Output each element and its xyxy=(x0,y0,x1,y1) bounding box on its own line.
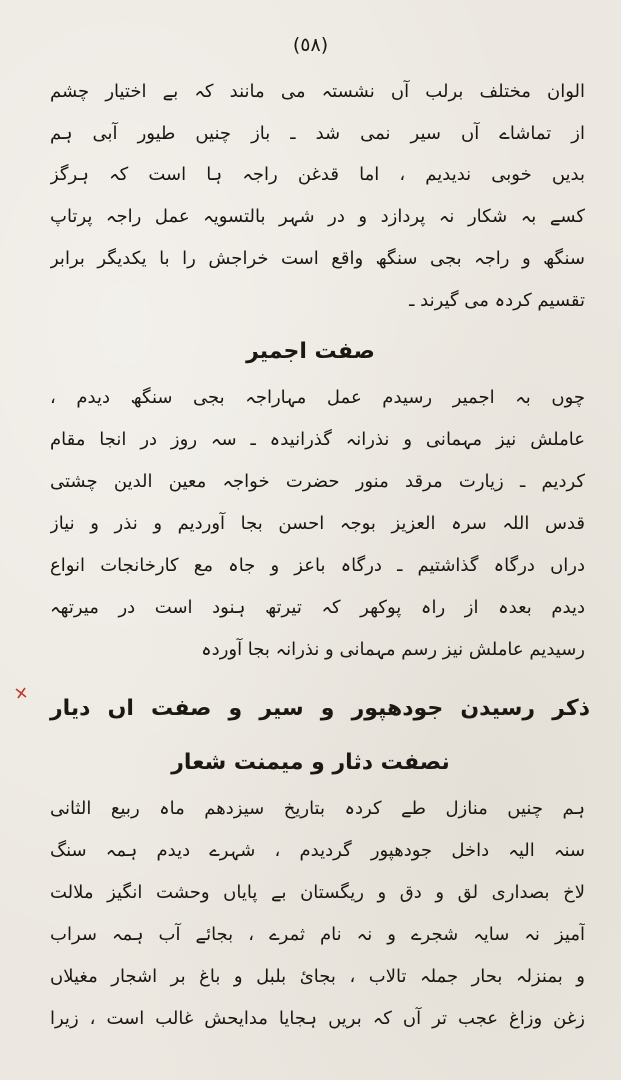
text-line: سنگھ و راجہ بجی سنگھ واقع است خراجش را با یکدیگر برابر xyxy=(50,248,585,269)
text-line: سنہ الیہ داخل جودھپور گردیدم ، شہرے دیدم ہمہ سنگ xyxy=(50,840,585,861)
text-line: از تماشاے آں سیر نمی شد ـ باز چنیں طیور آبی ہم xyxy=(50,123,585,144)
text-line: عاملش نیز مہمانی و نذرانہ گذرانیدہ ـ سہ روز در انجا مقام xyxy=(50,429,585,450)
text-line: دراں درگاہ گذاشتیم ـ درگاہ باعز و جاہ مع کارخانجات انواع xyxy=(50,555,585,576)
text-line: قدس اللہ سرہ العزیز بوجہ احسن بجا آوردیم و نذر و نیاز xyxy=(50,513,585,534)
text-line: زغن وزاغ عجب تر آں کہ بریں ہجایا مدایحش غالب است ، زیرا xyxy=(50,1008,585,1029)
text-line: کردیم ـ زیارت مرقد منور حضرت خواجہ معین الدین چشتی xyxy=(50,471,585,492)
text-line: ہم چنیں منازل طے کردہ بتاریخ سیزدھم ماہ ربیع الثانی xyxy=(50,798,585,819)
text-line: چوں بہ اجمیر رسیدم عمل مہاراجہ بجی سنگھ دیدم ، xyxy=(50,387,585,408)
text-line: تقسیم کردہ می گیرند ـ xyxy=(409,290,585,311)
text-line: رسیدیم عاملش نیز رسم مہمانی و نذرانہ بجا آوردہ xyxy=(201,639,585,660)
section-heading-ajmer: صفت اجمیر xyxy=(246,339,375,364)
text-line: دیدم بعدہ از راہ پوکھر کہ تیرتھ ہنود است در میرتھہ xyxy=(50,597,585,618)
margin-cross-mark xyxy=(14,686,28,700)
text-line: بدیں خوبی ندیدیم ، اما قدغن راجہ ہا است کہ ہرگز xyxy=(50,164,585,185)
text-line: کسے بہ شکار نہ پردازد و در شہر بالتسویہ عمل راجہ پرتاپ xyxy=(50,206,585,227)
text-line: آمیز نہ سایہ شجرے و نہ نام ثمرے ، بجائے آب ہمہ سراب xyxy=(50,924,585,945)
section-heading-jodhpur: ذکر رسیدن جودھپور و سیر و صفت اں دیار xyxy=(50,696,590,721)
text-line: و بمنزلہ بحار جملہ تالاب ، بجائ بلبل و باغ بر اشجار مغیلاں xyxy=(50,966,585,987)
section-heading-jodhpur-subtitle: نصفت دثار و میمنت شعار xyxy=(171,750,450,775)
text-line: لاخ بصداری لق و دق و ریگستان بے پایاں وحشت انگیز ملالت xyxy=(50,882,585,903)
page-number: (٥٨) xyxy=(292,34,329,56)
text-line: الوان مختلف برلب آں نشستہ می مانند کہ بے اختیار چشم xyxy=(50,81,585,102)
